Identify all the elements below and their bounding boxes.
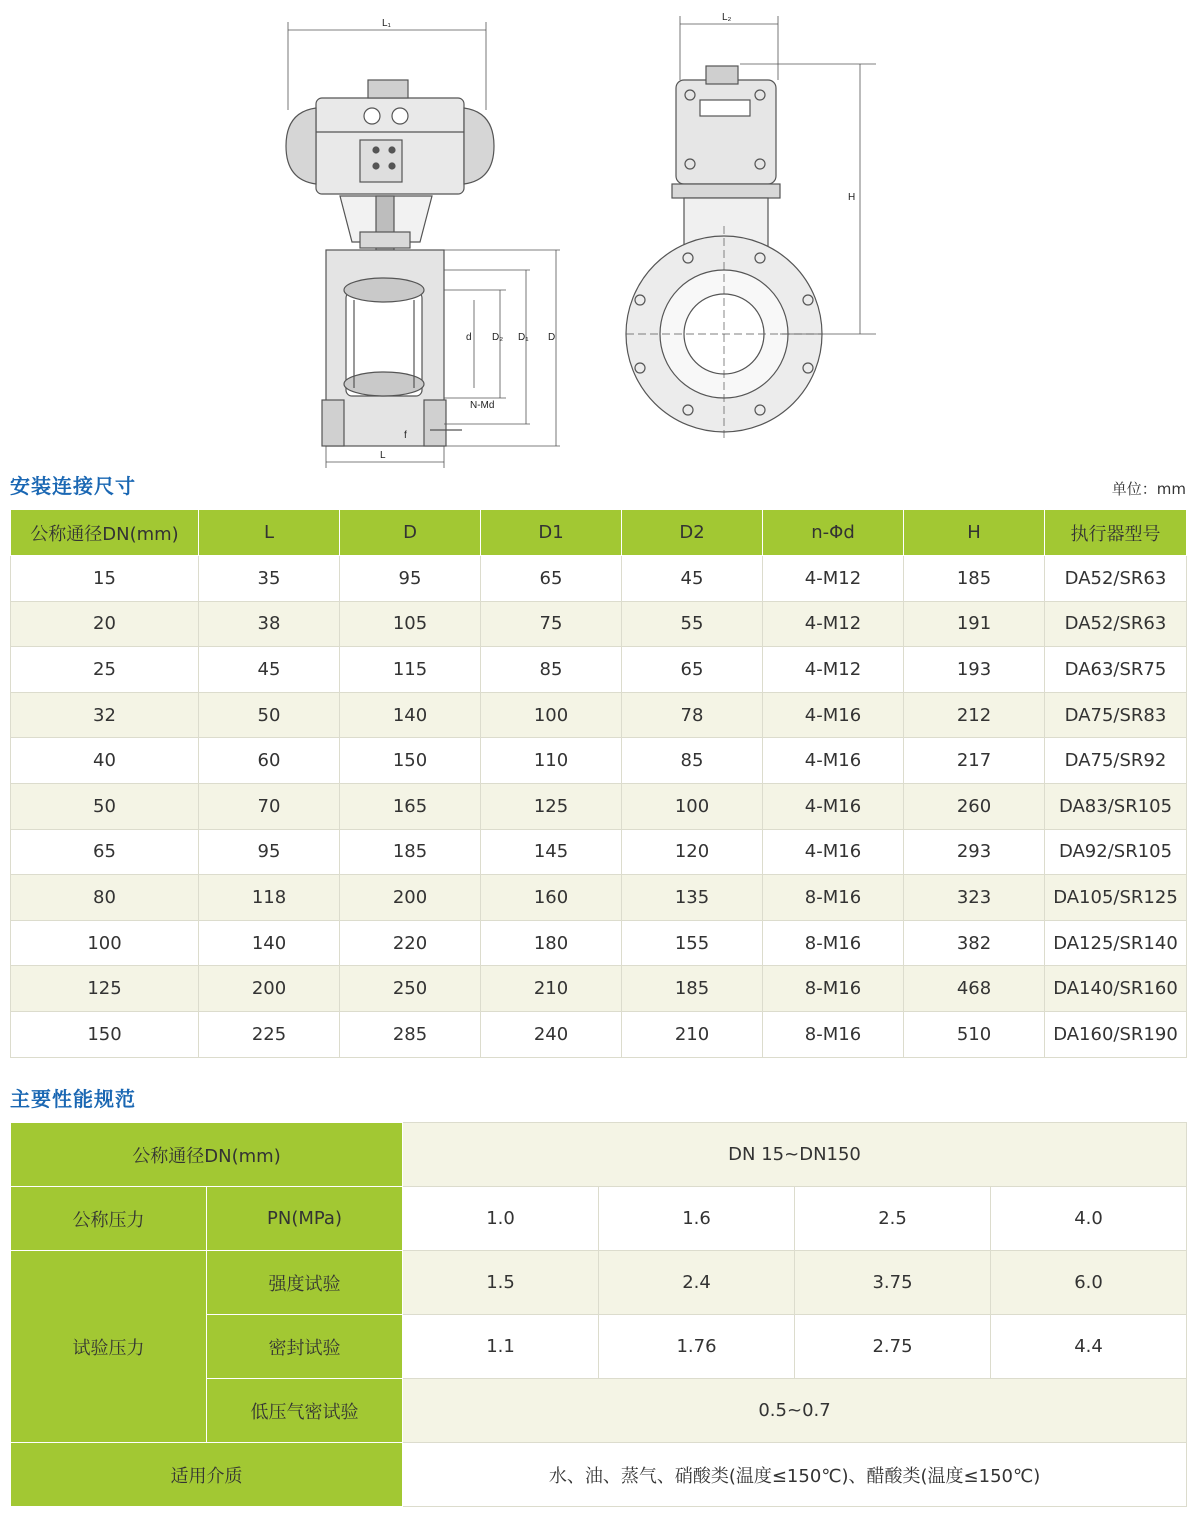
table-cell: 2.5 (795, 1187, 991, 1251)
nominal-pressure-label: 公称压力 (11, 1187, 207, 1251)
table-cell: 25 (11, 647, 199, 693)
dim-label-l: L (380, 450, 386, 461)
table-row (11, 556, 1187, 602)
table-cell: 85 (622, 738, 763, 784)
column-header: n-Φd (763, 510, 904, 556)
table-cell: 100 (622, 783, 763, 829)
table-cell: 1.1 (403, 1315, 599, 1379)
table-cell: 285 (340, 1011, 481, 1057)
table-cell: 145 (481, 829, 622, 875)
table-cell: 1.5 (403, 1251, 599, 1315)
table-cell: 55 (622, 601, 763, 647)
table-cell: DA125/SR140 (1045, 920, 1187, 966)
table-cell: 260 (904, 783, 1045, 829)
table-cell: 35 (199, 556, 340, 602)
table-cell: 200 (340, 875, 481, 921)
table-cell: 2.4 (599, 1251, 795, 1315)
table-cell: 200 (199, 966, 340, 1012)
table-cell: 70 (199, 783, 340, 829)
table-cell: 185 (340, 829, 481, 875)
table-row (11, 692, 1187, 738)
table-cell: 4-M12 (763, 556, 904, 602)
table-cell: 20 (11, 601, 199, 647)
table-cell: 110 (481, 738, 622, 784)
low-pressure-test-label: 低压气密试验 (207, 1379, 403, 1443)
table-cell: 4-M16 (763, 829, 904, 875)
dim-label-l2: L₂ (722, 12, 732, 23)
table-row (11, 920, 1187, 966)
table-cell: 4-M16 (763, 692, 904, 738)
table-cell: 65 (481, 556, 622, 602)
table-cell: 8-M16 (763, 875, 904, 921)
low-pressure-test-value: 0.5~0.7 (403, 1379, 1187, 1443)
table-cell: 4-M12 (763, 601, 904, 647)
table-cell: 100 (481, 692, 622, 738)
table-cell: 80 (11, 875, 199, 921)
table-row (11, 1011, 1187, 1057)
table-cell: 155 (622, 920, 763, 966)
table-cell: 8-M16 (763, 920, 904, 966)
table-cell: 60 (199, 738, 340, 784)
table-cell: 210 (622, 1011, 763, 1057)
table-cell: 125 (481, 783, 622, 829)
seal-test-label: 密封试验 (207, 1315, 403, 1379)
performance-table (10, 1122, 1187, 1507)
column-header: D2 (622, 510, 763, 556)
dimension-table (10, 509, 1187, 1058)
table-cell: 8-M16 (763, 966, 904, 1012)
table-cell: 115 (340, 647, 481, 693)
section-title-installation-dimensions: 安装连接尺寸 (10, 474, 136, 498)
column-header: H (904, 510, 1045, 556)
table-header-row (11, 510, 1187, 556)
table-cell: 323 (904, 875, 1045, 921)
table-row (11, 783, 1187, 829)
medium-value: 水、油、蒸气、硝酸类(温度≤150℃)、醋酸类(温度≤150℃) (403, 1443, 1187, 1507)
table-cell: 160 (481, 875, 622, 921)
table-row (11, 1251, 1187, 1315)
table-cell: 468 (904, 966, 1045, 1012)
table-row (11, 966, 1187, 1012)
table-cell: DA75/SR92 (1045, 738, 1187, 784)
table-cell: 225 (199, 1011, 340, 1057)
table-cell: 15 (11, 556, 199, 602)
table-cell: 85 (481, 647, 622, 693)
table-cell: 4.4 (991, 1315, 1187, 1379)
table-cell: 45 (199, 647, 340, 693)
table-cell: 4-M16 (763, 738, 904, 784)
table-cell: DA105/SR125 (1045, 875, 1187, 921)
table-cell: 50 (199, 692, 340, 738)
table-cell: 8-M16 (763, 1011, 904, 1057)
valve-body-section (322, 250, 462, 446)
valve-technical-drawing (0, 0, 1200, 470)
table-cell: 95 (199, 829, 340, 875)
table-cell: 510 (904, 1011, 1045, 1057)
table-cell: 210 (481, 966, 622, 1012)
table-cell: 95 (340, 556, 481, 602)
table-row (11, 829, 1187, 875)
dim-label-bolt: N-Md (470, 400, 495, 411)
table-cell: 120 (622, 829, 763, 875)
table-cell: 75 (481, 601, 622, 647)
table-row (11, 1443, 1187, 1507)
table-cell: 382 (904, 920, 1045, 966)
table-cell: 220 (340, 920, 481, 966)
table-cell: 3.75 (795, 1251, 991, 1315)
table-cell: 250 (340, 966, 481, 1012)
table-row (11, 1123, 1187, 1187)
column-header: D1 (481, 510, 622, 556)
table-cell: 165 (340, 783, 481, 829)
table-row (11, 875, 1187, 921)
table-cell: 135 (622, 875, 763, 921)
unit-label: 单位：mm (1111, 480, 1186, 498)
dim-label-d2: D₂ (492, 332, 504, 343)
table-cell: 240 (481, 1011, 622, 1057)
dim-label-D: D (548, 332, 556, 343)
table-row (11, 1187, 1187, 1251)
table-cell: 118 (199, 875, 340, 921)
table-cell: 212 (904, 692, 1045, 738)
table-cell: DA52/SR63 (1045, 556, 1187, 602)
table-cell: 65 (622, 647, 763, 693)
medium-label: 适用介质 (11, 1443, 403, 1507)
strength-test-label: 强度试验 (207, 1251, 403, 1315)
table-cell: 1.6 (599, 1187, 795, 1251)
table-cell: 180 (481, 920, 622, 966)
dim-label-d: d (466, 332, 472, 343)
table-cell: 140 (199, 920, 340, 966)
section-title-performance-specs: 主要性能规范 (10, 1087, 136, 1111)
table-cell: 105 (340, 601, 481, 647)
nominal-diameter-label: 公称通径DN(mm) (11, 1123, 403, 1187)
table-cell: 40 (11, 738, 199, 784)
table-row (11, 738, 1187, 784)
table-row (11, 647, 1187, 693)
table-cell: DA160/SR190 (1045, 1011, 1187, 1057)
table-cell: DA140/SR160 (1045, 966, 1187, 1012)
table-cell: DA52/SR63 (1045, 601, 1187, 647)
dim-label-l1: L₁ (382, 18, 391, 29)
dim-label-d1: D₁ (518, 332, 529, 343)
table-cell: DA83/SR105 (1045, 783, 1187, 829)
nominal-pressure-sublabel: PN(MPa) (207, 1187, 403, 1251)
valve-side-view (626, 66, 822, 440)
dim-label-f: f (404, 430, 407, 441)
table-row (11, 601, 1187, 647)
table-cell: 32 (11, 692, 199, 738)
table-cell: 100 (11, 920, 199, 966)
table-cell: 65 (11, 829, 199, 875)
table-cell: 125 (11, 966, 199, 1012)
table-cell: DA63/SR75 (1045, 647, 1187, 693)
table-cell: 50 (11, 783, 199, 829)
table-cell: 4.0 (991, 1187, 1187, 1251)
actuator-front-view (286, 80, 494, 194)
table-cell: 140 (340, 692, 481, 738)
table-cell: 2.75 (795, 1315, 991, 1379)
table-cell: 217 (904, 738, 1045, 784)
table-cell: 78 (622, 692, 763, 738)
table-cell: 1.0 (403, 1187, 599, 1251)
column-header: D (340, 510, 481, 556)
table-cell: 185 (622, 966, 763, 1012)
nominal-diameter-value: DN 15~DN150 (403, 1123, 1187, 1187)
table-cell: 150 (11, 1011, 199, 1057)
table-cell: 185 (904, 556, 1045, 602)
column-header: 公称通径DN(mm) (11, 510, 199, 556)
table-cell: DA92/SR105 (1045, 829, 1187, 875)
dim-label-h: H (848, 192, 856, 203)
table-cell: 4-M12 (763, 647, 904, 693)
table-cell: 150 (340, 738, 481, 784)
test-pressure-label: 试验压力 (11, 1251, 207, 1443)
table-cell: DA75/SR83 (1045, 692, 1187, 738)
table-cell: 193 (904, 647, 1045, 693)
table-cell: 293 (904, 829, 1045, 875)
column-header: 执行器型号 (1045, 510, 1187, 556)
column-header: L (199, 510, 340, 556)
table-cell: 191 (904, 601, 1045, 647)
table-cell: 1.76 (599, 1315, 795, 1379)
table-cell: 4-M16 (763, 783, 904, 829)
table-cell: 38 (199, 601, 340, 647)
table-cell: 45 (622, 556, 763, 602)
table-cell: 6.0 (991, 1251, 1187, 1315)
